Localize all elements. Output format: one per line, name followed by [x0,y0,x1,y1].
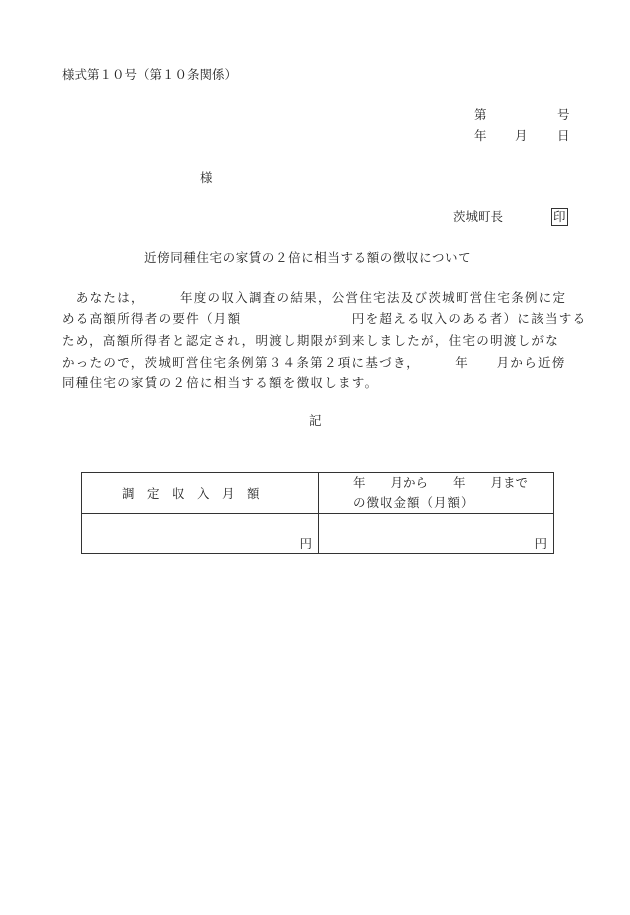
form-number: 様式第１０号（第１０条関係） [62,67,238,82]
body-line: ため，高額所得者と認定され，明渡し期限が到来しましたが，住宅の明渡しがな [62,333,560,348]
body-line: かったので，茨城町営住宅条例第３４条第２項に基づき， 年 月から近傍 [62,355,566,370]
date-month: 月 [515,128,528,143]
document-title: 近傍同種住宅の家賃の２倍に相当する額の徴収について [144,250,472,265]
header-label: 調 定 収 入 月 額 [122,486,260,501]
yen-unit: 円 [534,536,547,551]
body-line: める高額所得者の要件（月額 円を超える収入のある者）に該当する [62,311,587,326]
collection-table [81,472,554,554]
ki-heading: 記 [309,413,322,428]
doc-number-suffix: 号 [557,107,570,122]
collection-amount-cell[interactable] [319,514,554,554]
date-day: 日 [557,128,570,143]
header-label: 年 月から 年 月まで [353,475,529,490]
body-line: 同種住宅の家賃の２倍に相当する額を徴収します。 [62,375,379,390]
body-line: あなたは， 年度の収入調査の結果，公営住宅法及び茨城町営住宅条例に定 [62,290,567,305]
header-label: の徴収金額（月額） [353,495,475,510]
date-year: 年 [474,128,487,143]
header-collection-amount [319,473,554,514]
issuer-title: 茨城町長 [453,209,504,224]
addressee-suffix: 様 [200,170,213,185]
seal-mark: 印 [553,209,566,224]
assessed-income-cell[interactable] [82,514,319,554]
header-assessed-income [82,473,319,514]
doc-number-prefix: 第 [474,107,487,122]
yen-unit: 円 [299,536,312,551]
